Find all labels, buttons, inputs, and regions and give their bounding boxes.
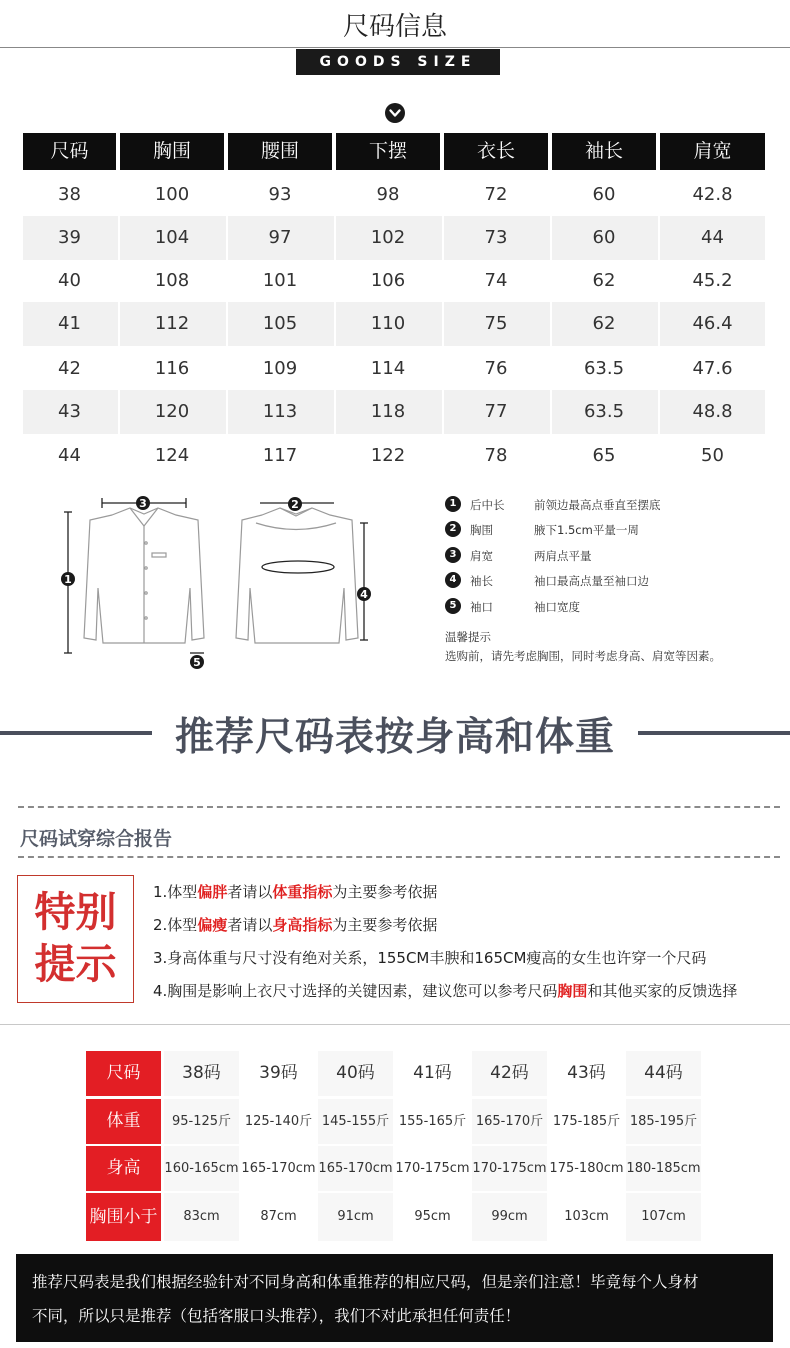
garment-measurement-diagram [52,488,392,673]
rec-table-cell: 38码 [164,1051,239,1096]
cell-separator [442,216,444,260]
cell-separator [658,302,660,346]
cell-separator [334,434,336,478]
size-table-row [23,259,765,303]
size-table-cell: 118 [370,401,406,422]
cell-separator [226,390,228,434]
size-table-cell: 44 [58,445,81,466]
rec-table-cell: 103cm [549,1193,624,1241]
size-table-cell: 43 [58,401,81,422]
banner-line-left [0,731,152,735]
report-title: 尺码试穿综合报告 [20,828,173,850]
size-table-header: 腰围 [228,133,332,170]
size-table-cell: 109 [262,358,298,379]
size-table-cell: 97 [268,227,292,248]
rec-row-head: 体重 [86,1099,161,1144]
size-table-cell: 62 [592,270,616,291]
dashed-divider [18,806,780,808]
size-table-row [23,347,765,391]
cell-separator [442,434,444,478]
size-table-row [23,216,765,260]
cell-separator [550,390,552,434]
size-table-cell: 116 [154,358,190,379]
size-table-cell: 104 [154,227,190,248]
cell-separator [118,259,120,303]
size-table-cell: 77 [484,401,508,422]
size-table-header: 衣长 [444,133,548,170]
cell-separator [658,347,660,391]
size-table-row [23,173,765,217]
size-table-cell: 60 [592,227,616,248]
cell-separator [550,216,552,260]
rec-table-cell: 107cm [626,1193,701,1241]
cell-separator [334,302,336,346]
tip-title: 温馨提示 [445,630,491,644]
cell-separator [334,259,336,303]
size-table-cell: 122 [370,445,406,466]
note-3: 3.身高体重与尺寸没有绝对关系，155CM丰腴和165CM瘦高的女生也许穿一个尺码 [153,949,707,967]
page-title: 尺码信息 [342,12,447,42]
rec-table-cell: 165-170cm [241,1146,316,1191]
size-table-cell: 63.5 [583,401,625,422]
chevron-down-icon [385,103,405,123]
size-table-cell: 98 [376,184,400,205]
cell-separator [226,259,228,303]
size-table-cell: 105 [262,313,298,334]
rec-row-head: 身高 [86,1146,161,1191]
size-table-cell: 112 [154,313,190,334]
rec-table-cell: 170-175cm [472,1146,547,1191]
rec-table-cell: 165-170cm [318,1146,393,1191]
rec-table-cell: 42码 [472,1051,547,1096]
size-table-header: 袖长 [552,133,656,170]
size-table-cell: 45.2 [692,270,733,291]
size-table-cell: 114 [370,358,406,379]
special-line: 特别 [34,888,117,936]
size-table-cell: 38 [58,184,81,205]
cell-separator [550,347,552,391]
size-table-header: 尺码 [23,133,116,170]
diagram-label: 5 [193,656,201,669]
rec-table-cell: 95-125斤 [164,1099,239,1144]
size-table-cell: 60 [592,184,616,205]
cell-separator [550,302,552,346]
rec-table-cell: 91cm [318,1193,393,1241]
dashed-divider [18,856,780,858]
section-divider [0,1024,790,1025]
rec-table-cell: 155-165斤 [395,1099,470,1144]
rec-table-cell: 43码 [549,1051,624,1096]
size-table-cell: 40 [58,270,81,291]
size-table-cell: 75 [484,313,508,334]
cell-separator [334,216,336,260]
size-table-cell: 93 [268,184,292,205]
size-table-header: 肩宽 [660,133,765,170]
cell-separator [226,302,228,346]
size-table-header: 下摆 [336,133,440,170]
cell-separator [334,173,336,217]
recommend-title: 推荐尺码表按身高和体重 [174,715,615,760]
banner-line-right [638,731,790,735]
cell-separator [334,390,336,434]
rec-table-cell: 170-175cm [395,1146,470,1191]
cell-separator [226,216,228,260]
rec-table-cell: 165-170斤 [472,1099,547,1144]
disclaimer-line: 不同，所以只是推荐（包括客服口头推荐），我们不对此承担任何责任！ [32,1307,521,1325]
cell-separator [658,173,660,217]
rec-table-cell: 95cm [395,1193,470,1241]
size-table-cell: 78 [484,445,508,466]
cell-separator [226,173,228,217]
rec-table-cell: 125-140斤 [241,1099,316,1144]
rec-row-head: 胸围小于 [86,1193,161,1241]
size-table-cell: 100 [154,184,190,205]
size-table-row [23,390,765,434]
size-table-cell: 106 [370,270,406,291]
diagram-label: 2 [291,498,299,511]
cell-separator [118,390,120,434]
size-table-cell: 47.6 [692,358,733,379]
size-table-cell: 46.4 [692,313,733,334]
cell-separator [226,434,228,478]
cell-separator [118,216,120,260]
size-table-cell: 65 [592,445,616,466]
rec-table-cell: 44码 [626,1051,701,1096]
special-notice-box [17,875,134,1003]
size-table-cell: 113 [262,401,298,422]
cell-separator [334,347,336,391]
tip-text: 选购前，请先考虑胸围，同时考虑身高、肩宽等因素。 [445,649,721,663]
diagram-label: 3 [139,497,147,510]
size-table-cell: 124 [154,445,190,466]
cell-separator [658,390,660,434]
cell-separator [118,434,120,478]
note-4: 4.胸围是影响上衣尺寸选择的关键因素，建议您可以参考尺码胸围和其他买家的反馈选择 [153,982,738,1000]
size-table-cell: 76 [484,358,508,379]
cell-separator [442,302,444,346]
size-table-cell: 73 [484,227,508,248]
rec-table-cell: 87cm [241,1193,316,1241]
diagram-label: 4 [360,588,368,601]
size-table-cell: 48.8 [692,401,733,422]
size-table-cell: 108 [154,270,190,291]
rec-table-cell: 160-165cm [164,1146,239,1191]
size-table-row [23,434,765,478]
size-table-cell: 101 [262,270,298,291]
size-table-cell: 63.5 [583,358,625,379]
size-table-header: 胸围 [120,133,224,170]
size-table-cell: 102 [370,227,406,248]
rec-table-cell: 175-185斤 [549,1099,624,1144]
size-table-cell: 74 [484,270,508,291]
cell-separator [658,434,660,478]
diagram-label: 1 [64,573,72,586]
note-1: 1.体型偏胖者请以体重指标为主要参考依据 [153,883,438,901]
rec-row-head: 尺码 [86,1051,161,1096]
cell-separator [658,216,660,260]
cell-separator [550,173,552,217]
cell-separator [550,434,552,478]
special-line: 提示 [34,940,117,988]
rec-table-cell: 185-195斤 [626,1099,701,1144]
size-table-cell: 42.8 [692,184,733,205]
size-table-cell: 44 [701,227,724,248]
cell-separator [442,259,444,303]
size-table-cell: 62 [592,313,616,334]
size-table-cell: 42 [58,358,81,379]
size-table-cell: 117 [262,445,298,466]
rec-table-cell: 83cm [164,1193,239,1241]
rec-table-cell: 40码 [318,1051,393,1096]
size-table-cell: 41 [58,313,81,334]
cell-separator [442,390,444,434]
title-divider [0,47,790,48]
cell-separator [118,347,120,391]
note-2: 2.体型偏瘦者请以身高指标为主要参考依据 [153,916,438,934]
cell-separator [118,173,120,217]
size-table-cell: 50 [701,445,724,466]
disclaimer-line: 推荐尺码表是我们根据经验针对不同身高和体重推荐的相应尺码，但是亲们注意！毕竟每个人身材 [32,1273,699,1291]
cell-separator [550,259,552,303]
size-table-row [23,302,765,346]
size-table-cell: 120 [154,401,190,422]
rec-table-cell: 39码 [241,1051,316,1096]
rec-table-cell: 99cm [472,1193,547,1241]
rec-table-cell: 175-180cm [549,1146,624,1191]
cell-separator [442,347,444,391]
size-table-cell: 72 [484,184,508,205]
goods-size-bar: GOODS SIZE [296,49,500,75]
cell-separator [226,347,228,391]
rec-table-cell: 180-185cm [626,1146,701,1191]
size-table-cell: 39 [58,227,81,248]
rec-table-cell: 41码 [395,1051,470,1096]
rec-table-cell: 145-155斤 [318,1099,393,1144]
cell-separator [442,173,444,217]
cell-separator [658,259,660,303]
disclaimer-footer [16,1254,773,1342]
cell-separator [118,302,120,346]
size-table-cell: 110 [370,313,406,334]
